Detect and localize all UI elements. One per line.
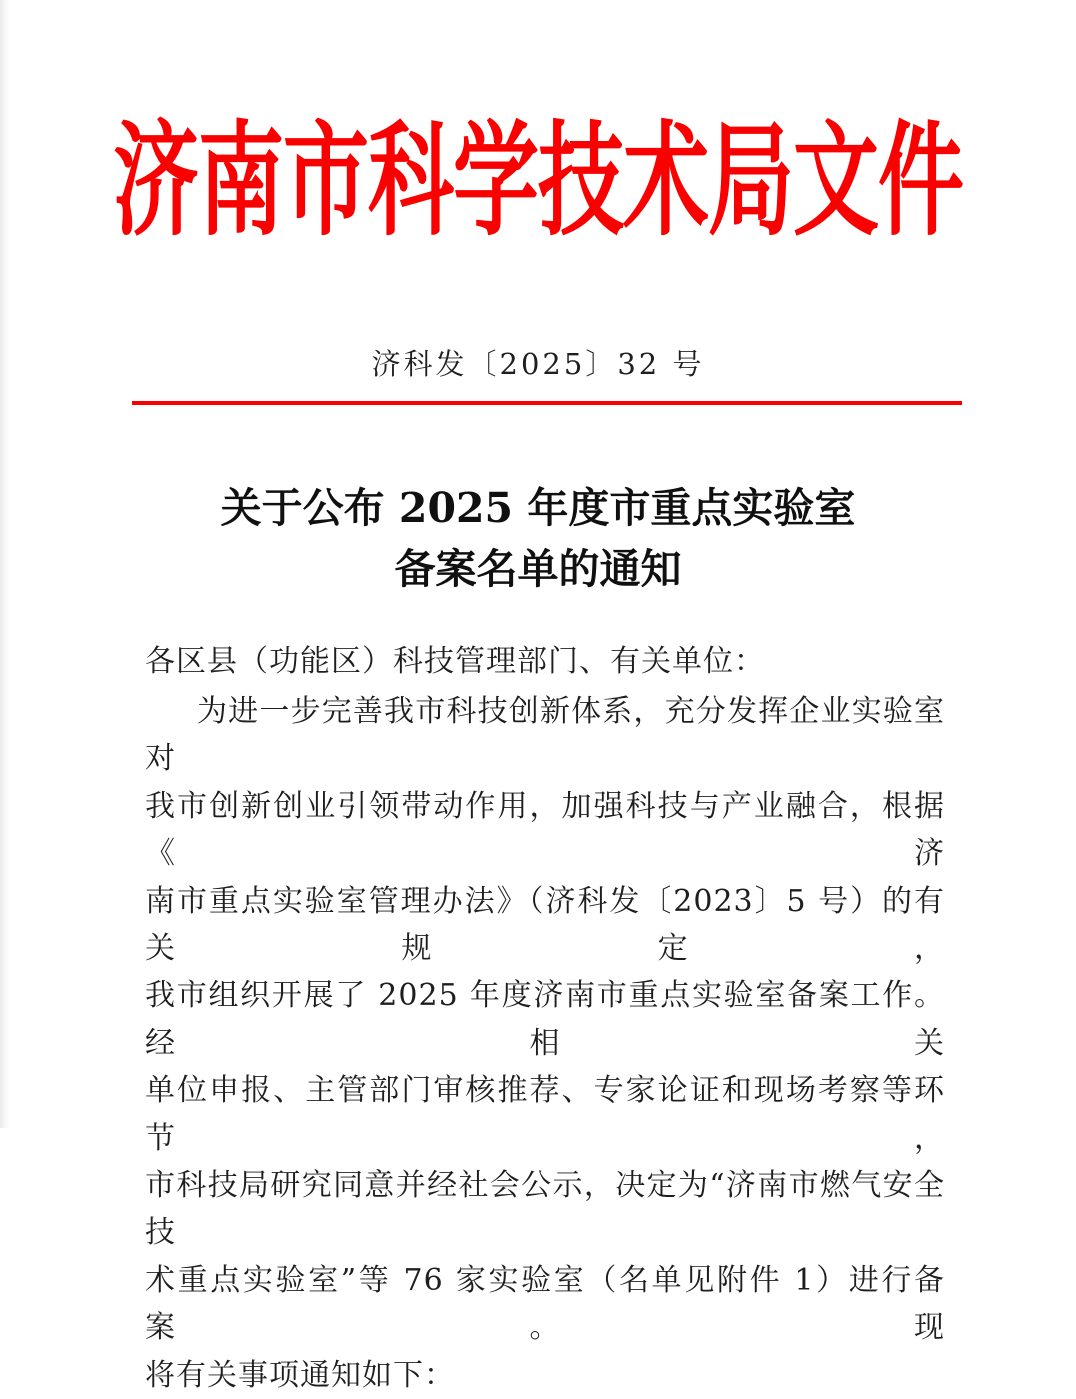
red-separator-rule <box>132 401 962 405</box>
notice-title-line: 备案名单的通知 <box>394 545 682 593</box>
paragraph-line: 为进一步完善我市科技创新体系，充分发挥企业实验室对 <box>145 694 945 777</box>
agency-banner <box>0 108 1076 253</box>
notice-title <box>0 478 1076 600</box>
doc-number: 济科发〔2025〕32 号 <box>371 347 705 381</box>
body-paragraph <box>145 688 945 1399</box>
doc-body <box>145 641 945 1399</box>
paragraph-line: 将有关事项通知如下： <box>145 1357 455 1393</box>
paragraph-line: 术重点实验室”等 76 家实验室（名单见附件 1）进行备案。现 <box>145 1262 945 1346</box>
paragraph-line: 市科技局研究同意并经社会公示，决定为“济南市燃气安全技 <box>145 1168 945 1251</box>
paragraph-line: 我市创新创业引领带动作用，加强科技与产业融合，根据《济 <box>145 788 945 872</box>
paragraph-line: 单位申报、主管部门审核推荐、专家论证和现场考察等环节， <box>145 1073 945 1156</box>
salutation: 各区县（功能区）科技管理部门、有关单位： <box>145 644 765 679</box>
paragraph-line: 我市组织开展了 2025 年度济南市重点实验室备案工作。经相关 <box>145 978 945 1061</box>
notice-title-line: 关于公布 2025 年度市重点实验室 <box>220 484 856 532</box>
paragraph-line: 南市重点实验室管理办法》（济科发〔2023〕5 号）的有关规定， <box>145 883 945 967</box>
agency-banner-text: 济南市科学技术局文件 <box>113 108 963 253</box>
